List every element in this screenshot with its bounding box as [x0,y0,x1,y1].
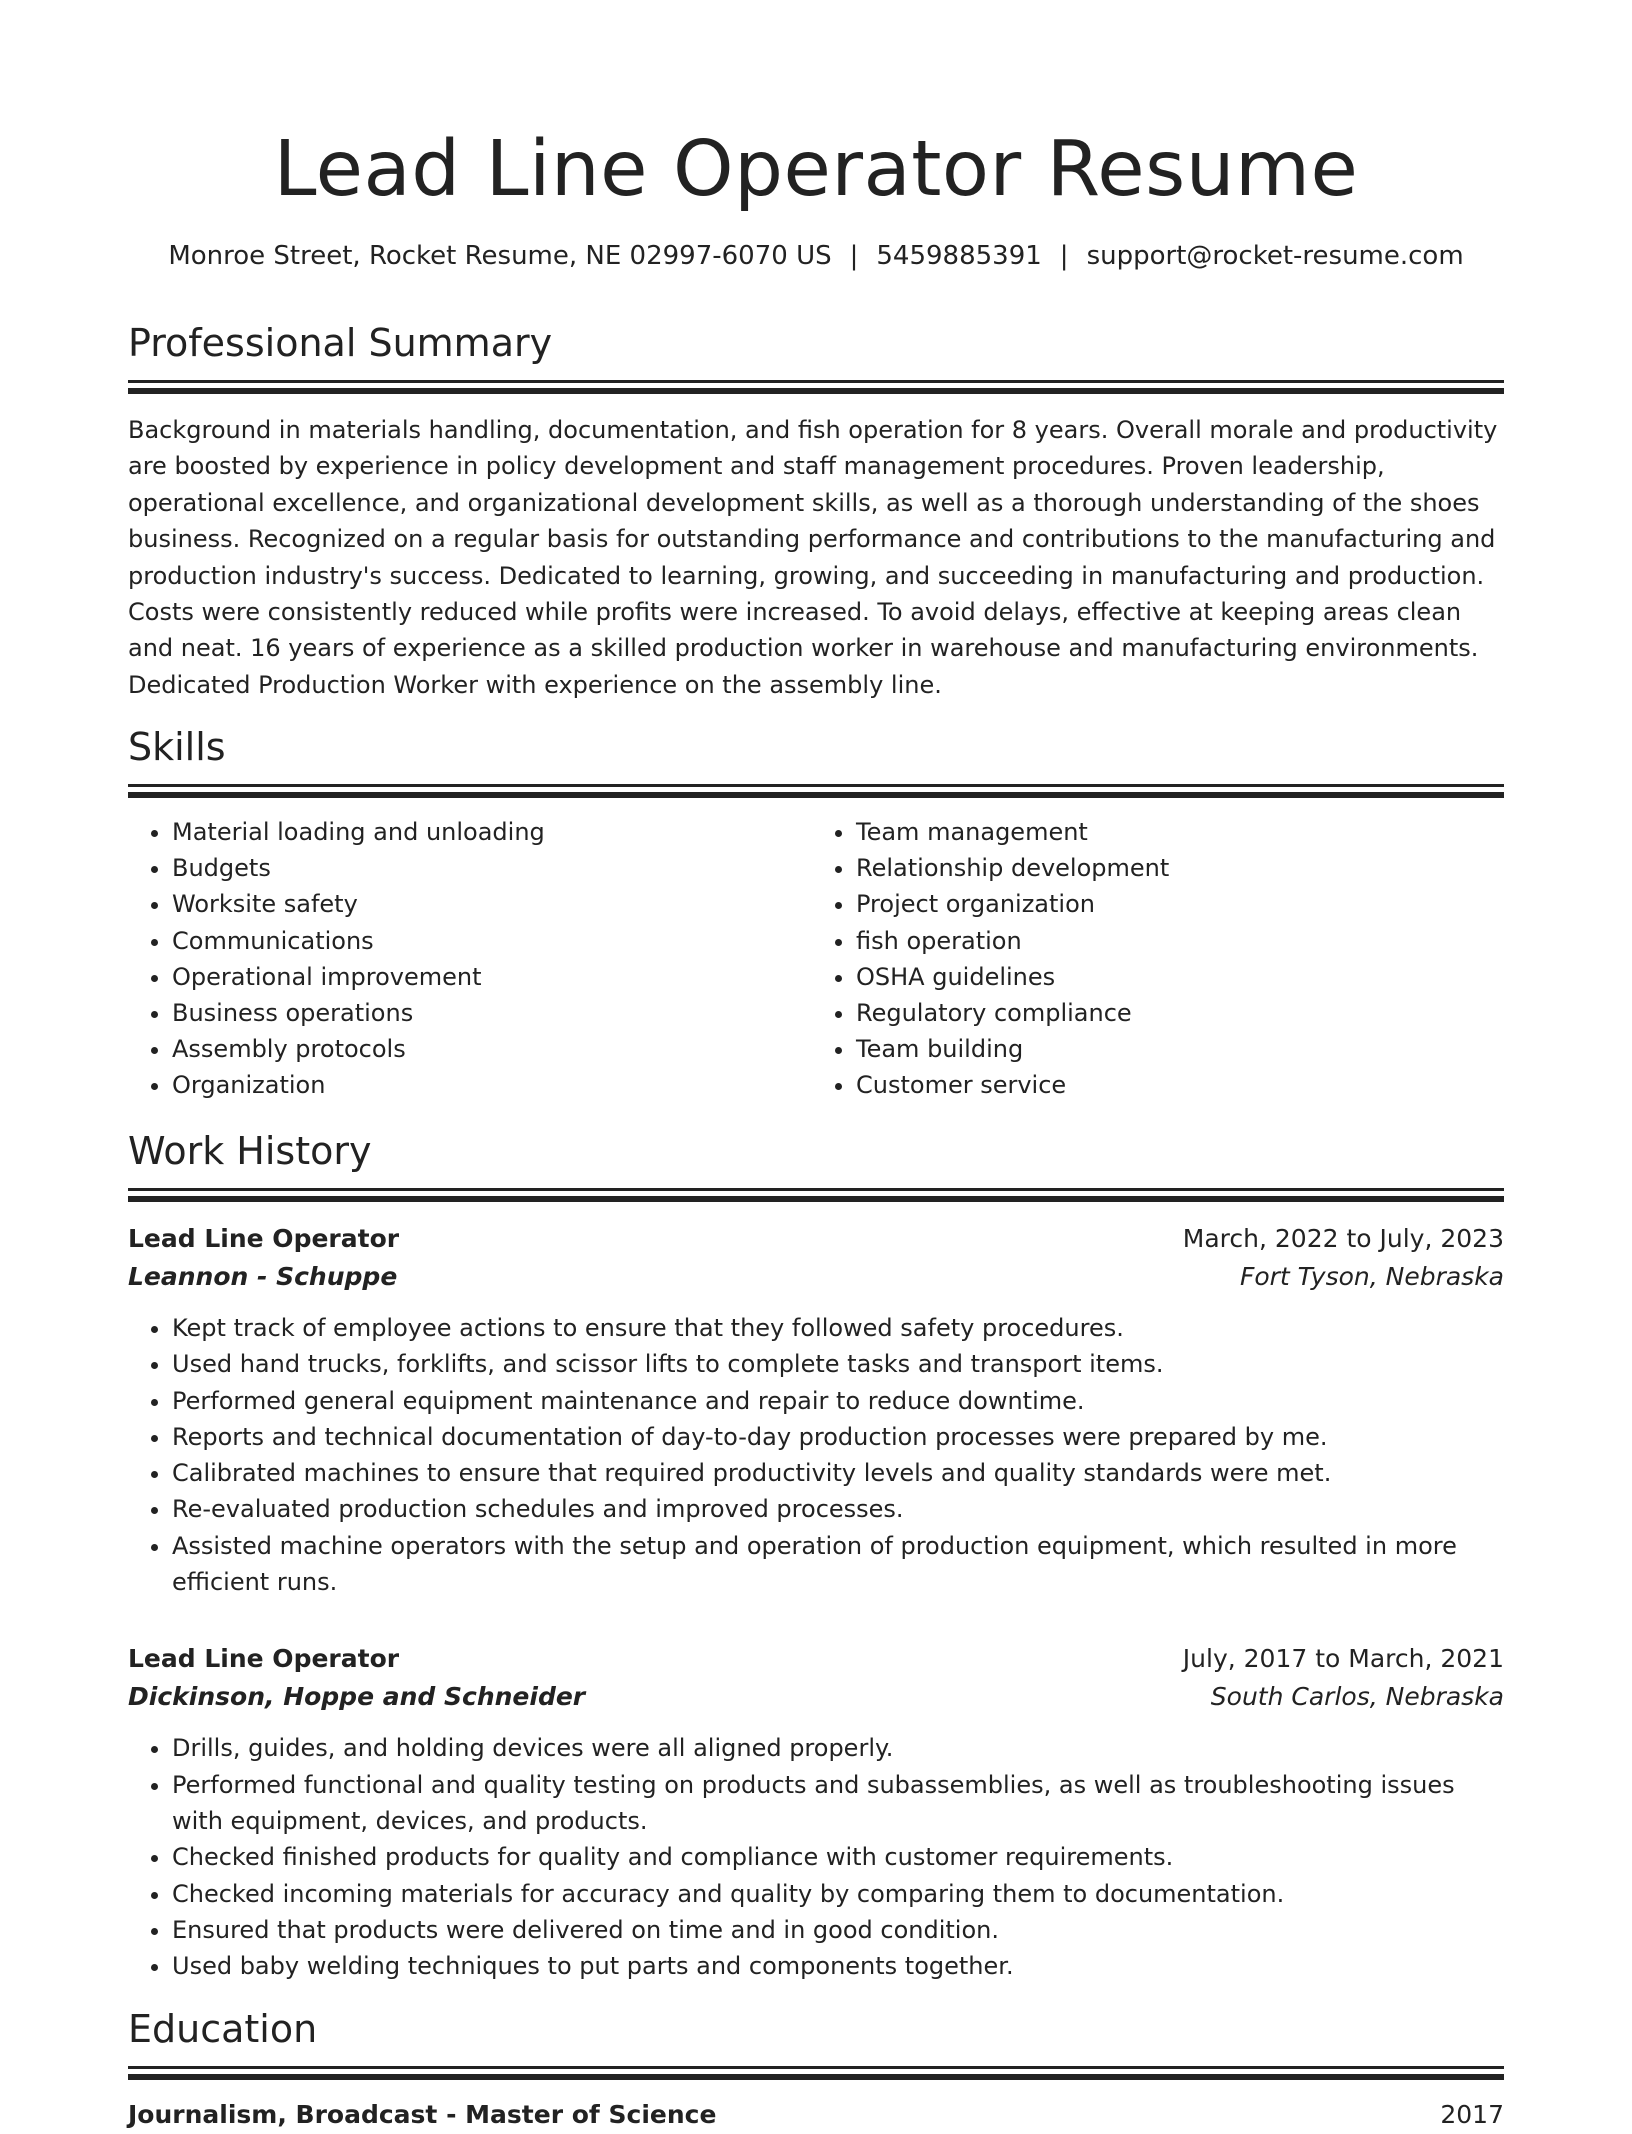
job-company: Dickinson, Hoppe and Schneider [128,1682,586,1712]
section-divider [128,1188,1504,1191]
skills-heading: Skills [128,725,226,769]
work-section [128,1126,1504,1984]
job-entry [128,1220,1504,1600]
job-location: Fort Tyson, Nebraska [1239,1262,1504,1291]
education-year: 2017 [1440,2100,1504,2129]
contact-separator: | [1059,241,1069,271]
job-title: Lead Line Operator [128,1224,400,1253]
section-divider [128,380,1504,383]
skill-item: • Communications [172,923,806,959]
section-divider-thick [128,1196,1504,1202]
job-bullet: • Checked finished products for quality and compliance with customer requirements. [172,1839,1504,1875]
section-divider-thick [128,2074,1504,2080]
job-entry [128,1640,1504,1984]
job-title: Lead Line Operator [128,1644,400,1674]
job-bullets [128,1310,1504,1600]
job-location: South Carlos, Nebraska [1210,1682,1504,1712]
contact-separator: | [849,241,859,271]
job-company: Leannon - Schuppe [128,1262,398,1291]
job-dates: July, 2017 to March, 2021 [1182,1644,1504,1674]
work-heading: Work History [128,1129,372,1173]
summary-text: Background in materials handling, documentation, and fish operation for 8 years. Overall morale and productivity are boosted by experience in policy development and staff management procedures. Proven leadership, operational excellence, and organizational development skills, as well as a thorough understanding of the shoes business. Recognized on a regular basis for outstanding performance and contributions to the manufacturing and production industry's success. Dedicated to learning, growing, and succeeding in manufacturing and production. Costs were consistently reduced while profits were increased. To avoid delays, effective at keeping areas clean and neat. 16 years of experience as a skilled production worker in warehouse and manufacturing environments. Dedicated Production Worker with experience on the assembly line. [128,416,1498,699]
skills-list-left [128,814,806,1104]
job-dates: March, 2022 to July, 2023 [1182,1224,1504,1253]
section-divider [128,2066,1504,2069]
skill-item: • Team building [856,1031,1490,1067]
skill-item: • Project organization [856,886,1490,922]
skill-item: • Organization [172,1067,806,1103]
section-divider-thick [128,388,1504,394]
job-bullet: • Checked incoming materials for accuracy and quality by comparing them to documentation. [172,1876,1504,1912]
education-heading: Education [128,2007,318,2051]
education-section [128,2004,1504,2134]
job-bullet: • Used baby welding techniques to put parts and components together. [172,1948,1504,1984]
job-bullet: • Performed general equipment maintenance and repair to reduce downtime. [172,1383,1504,1419]
contact-line [128,238,1504,274]
skill-item: • Business operations [172,995,806,1031]
job-bullets [128,1730,1504,1984]
summary-heading: Professional Summary [128,321,553,365]
contact-address: Monroe Street, Rocket Resume, NE 02997-6070 US [168,241,832,271]
skill-item: • Team management [856,814,1490,850]
job-bullet: • Re-evaluated production schedules and improved processes. [172,1491,1504,1527]
education-entry [128,2096,1504,2134]
contact-email: support@rocket-resume.com [1086,241,1464,271]
job-bullet: • Calibrated machines to ensure that required productivity levels and quality standards were met. [172,1455,1504,1491]
job-bullet: • Assisted machine operators with the setup and operation of production equipment, which resulted in more efficient runs. [172,1528,1504,1601]
skill-item: • OSHA guidelines [856,959,1490,995]
section-divider [128,784,1504,787]
job-bullet: • Drills, guides, and holding devices were all aligned properly. [172,1730,1504,1766]
skill-item: • fish operation [856,923,1490,959]
skill-item: • Relationship development [856,850,1490,886]
skill-item: • Operational improvement [172,959,806,995]
skill-item: • Budgets [172,850,806,886]
job-bullet: • Ensured that products were delivered on time and in good condition. [172,1912,1504,1948]
skill-item: • Material loading and unloading [172,814,806,850]
education-degree: Journalism, Broadcast - Master of Science [128,2100,717,2129]
skill-item: • Customer service [856,1067,1490,1103]
job-bullet: • Performed functional and quality testing on products and subassemblies, as well as troubleshooting issues with equipment, devices, and products. [172,1767,1504,1840]
skills-section [128,722,1504,1104]
job-bullet: • Kept track of employee actions to ensure that they followed safety procedures. [172,1310,1504,1346]
resume-title: Lead Line Operator Resume [273,125,1359,214]
summary-section [128,318,1504,703]
job-bullet: • Used hand trucks, forklifts, and scissor lifts to complete tasks and transport items. [172,1346,1504,1382]
contact-phone: 5459885391 [876,241,1042,271]
section-divider-thick [128,792,1504,798]
skill-item: • Assembly protocols [172,1031,806,1067]
skill-item: • Worksite safety [172,886,806,922]
job-bullet: • Reports and technical documentation of day-to-day production processes were prepared by me. [172,1419,1504,1455]
skills-list-right [806,814,1490,1104]
skill-item: • Regulatory compliance [856,995,1490,1031]
skills-columns [128,814,1504,1104]
